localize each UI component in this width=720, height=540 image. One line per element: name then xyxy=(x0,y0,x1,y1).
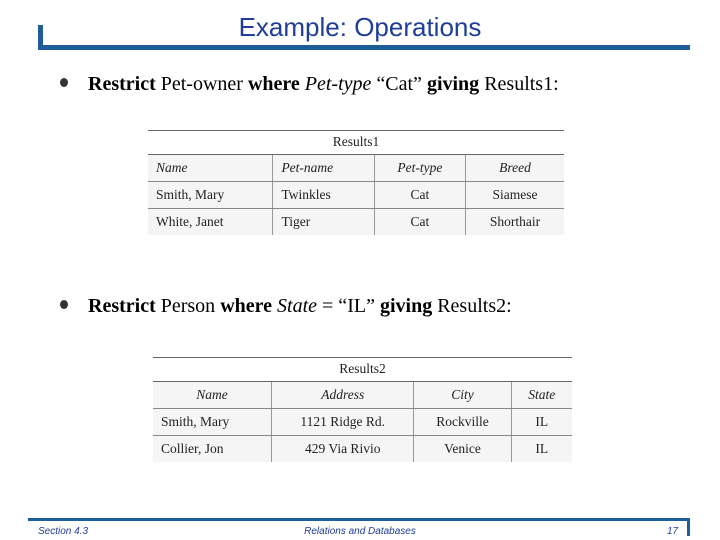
footer-section: Section 4.3 xyxy=(38,526,89,537)
table-cell: Cat xyxy=(374,209,465,236)
results2-table xyxy=(153,357,572,462)
column-header: Address xyxy=(272,382,414,409)
title-rule xyxy=(42,45,690,50)
footer-course-title: Relations and Databases xyxy=(304,526,416,537)
column-header: Pet-type xyxy=(374,155,465,182)
table-row xyxy=(148,182,564,209)
attribute-name: Pet-type xyxy=(304,73,372,95)
column-header: State xyxy=(511,382,572,409)
condition-value: = “IL” xyxy=(322,295,375,317)
table-cell: White, Janet xyxy=(148,209,273,236)
bullet-restrict-pet-owner xyxy=(60,73,700,96)
attribute-name: State xyxy=(277,295,318,317)
keyword-giving: giving xyxy=(426,73,480,95)
keyword-restrict: Restrict xyxy=(88,295,156,317)
page-number: 17 xyxy=(667,526,679,537)
column-header: City xyxy=(414,382,511,409)
table-cell: Siamese xyxy=(466,182,564,209)
table-row xyxy=(148,209,564,236)
table-cell: Collier, Jon xyxy=(153,436,272,463)
condition-value: “Cat” xyxy=(376,73,422,95)
table-cell: Cat xyxy=(374,182,465,209)
results1-table xyxy=(148,130,564,235)
slide-title: Example: Operations xyxy=(238,12,482,42)
column-header: Breed xyxy=(466,155,564,182)
bullet-dot-icon xyxy=(60,300,68,309)
relation-name: Person xyxy=(160,295,216,317)
table-cell: Twinkles xyxy=(273,182,374,209)
table-cell: Shorthair xyxy=(466,209,564,236)
table-cell: Smith, Mary xyxy=(148,182,273,209)
table-caption: Results1 xyxy=(148,130,564,155)
table-cell: Venice xyxy=(414,436,511,463)
column-header: Name xyxy=(148,155,273,182)
table-cell: Tiger xyxy=(273,209,374,236)
table-header-row xyxy=(153,382,572,409)
column-header: Name xyxy=(153,382,272,409)
footer-rule xyxy=(28,518,690,521)
table-row xyxy=(153,436,572,463)
keyword-where: where xyxy=(247,73,300,95)
result-name: Results2: xyxy=(437,295,512,317)
table-row xyxy=(153,409,572,436)
keyword-restrict: Restrict xyxy=(88,73,156,95)
keyword-giving: giving xyxy=(379,295,433,317)
relation-name: Pet-owner xyxy=(160,73,243,95)
table-cell: Rockville xyxy=(414,409,511,436)
bullet-dot-icon xyxy=(60,78,68,87)
result-name: Results1: xyxy=(484,73,559,95)
table-header-row xyxy=(148,155,564,182)
bullet-restrict-person xyxy=(60,295,700,318)
table-caption: Results2 xyxy=(153,357,572,382)
table-cell: Smith, Mary xyxy=(153,409,272,436)
keyword-where: where xyxy=(220,295,273,317)
table-cell: IL xyxy=(511,409,572,436)
table-cell: IL xyxy=(511,436,572,463)
column-header: Pet-name xyxy=(273,155,374,182)
table-cell: 1121 Ridge Rd. xyxy=(272,409,414,436)
table-cell: 429 Via Rivio xyxy=(272,436,414,463)
